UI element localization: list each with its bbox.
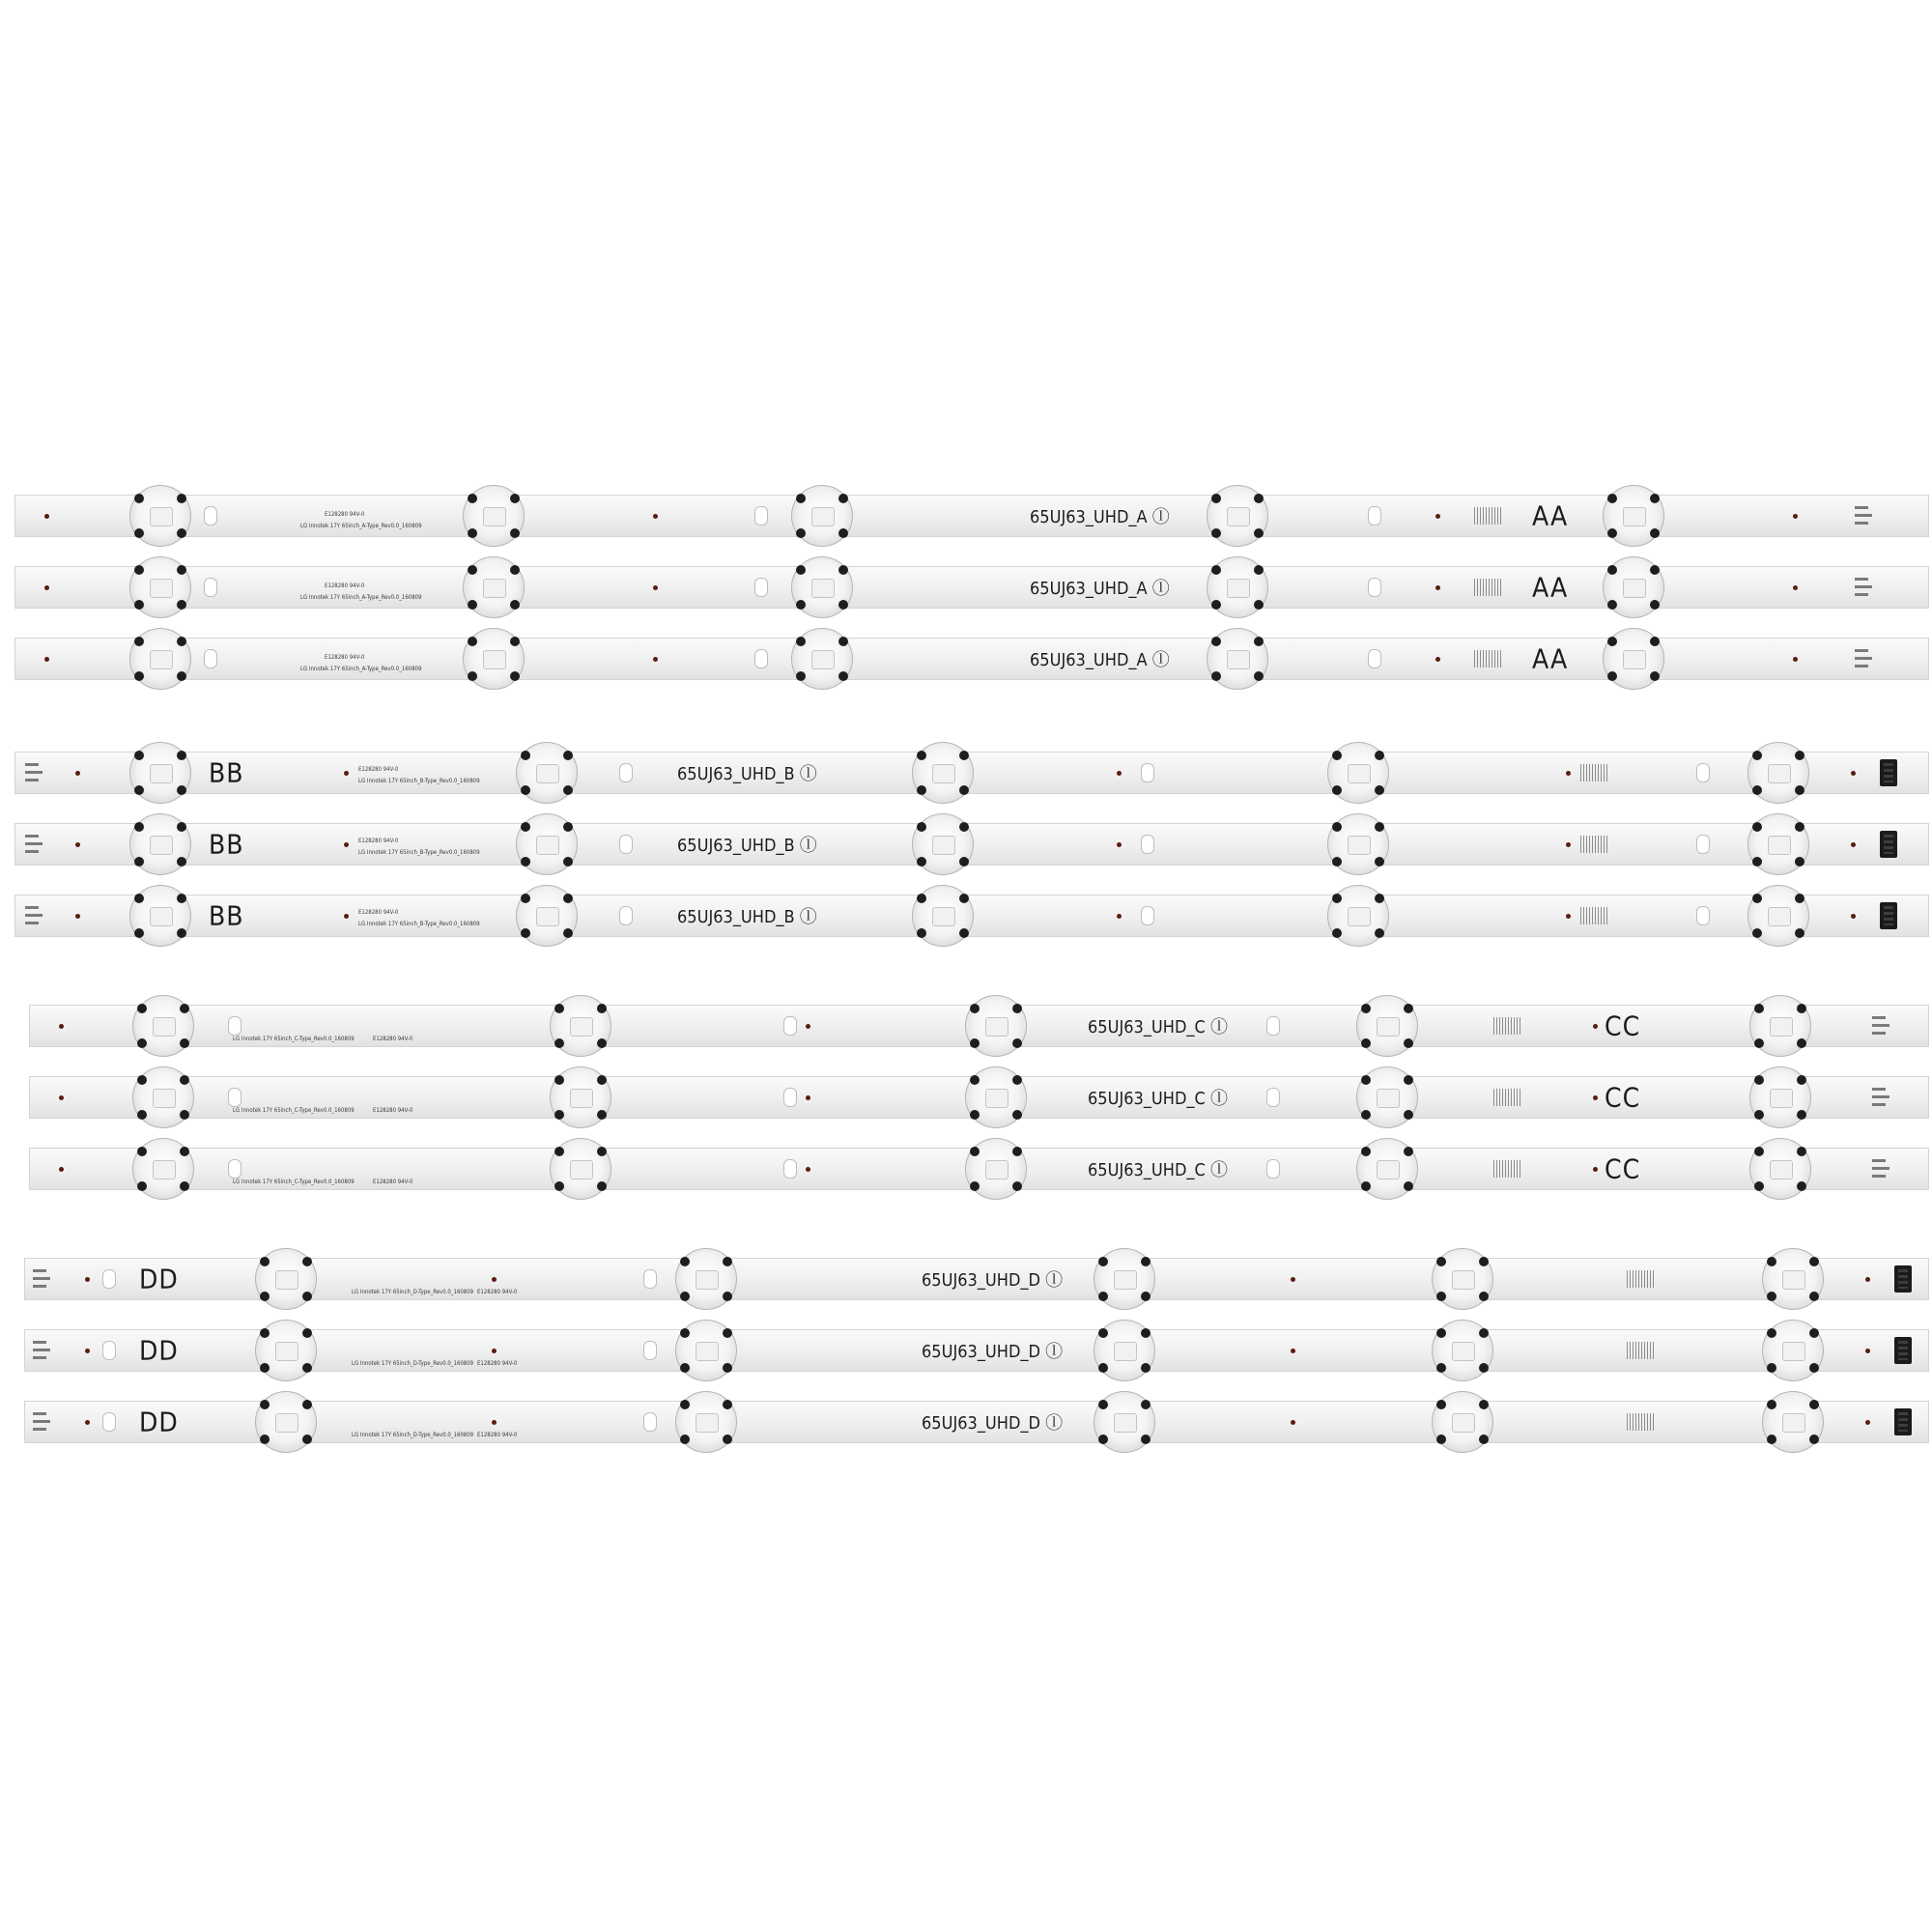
led-lens — [1749, 1138, 1811, 1200]
led-lens — [1762, 1248, 1824, 1310]
solder-dot — [1291, 1349, 1295, 1353]
solder-dot — [44, 657, 49, 662]
model-label: 65UJ63_UHD_C ⓛ — [1088, 1089, 1228, 1109]
led-lens — [463, 556, 525, 618]
solder-dot — [1566, 842, 1571, 847]
solder-dot — [85, 1349, 90, 1353]
cert-marking — [1627, 1342, 1654, 1359]
wire-connector — [1880, 902, 1897, 929]
model-label: 65UJ63_UHD_B ⓛ — [677, 836, 817, 856]
cert-marking — [1493, 1017, 1520, 1035]
model-label: 65UJ63_UHD_C ⓛ — [1088, 1017, 1228, 1037]
mount-hole — [1696, 835, 1710, 854]
led-lens — [132, 995, 194, 1057]
solder-connector — [23, 761, 44, 784]
led-lens — [1603, 628, 1664, 690]
solder-dot — [1793, 657, 1798, 662]
solder-connector — [1870, 1086, 1891, 1109]
led-lens — [132, 1066, 194, 1128]
led-lens — [132, 1138, 194, 1200]
solder-dot — [1865, 1420, 1870, 1425]
ul-text: E128280 94V-0 — [477, 1289, 518, 1295]
solder-dot — [1793, 514, 1798, 519]
mount-hole — [754, 649, 768, 668]
led-strip-a-3 — [14, 638, 1929, 680]
led-lens — [1094, 1248, 1155, 1310]
solder-dot — [75, 842, 80, 847]
solder-dot — [653, 585, 658, 590]
pair-label: AA — [1532, 499, 1569, 532]
mount-hole — [1141, 835, 1154, 854]
led-lens — [912, 742, 974, 804]
solder-dot — [59, 1167, 64, 1172]
cert-marking — [1580, 836, 1607, 853]
led-strip-b-2 — [14, 823, 1929, 866]
mount-hole — [1266, 1088, 1280, 1107]
solder-dot — [1593, 1024, 1598, 1029]
led-lens — [1747, 742, 1809, 804]
led-lens — [1356, 1138, 1418, 1200]
cert-marking — [1474, 650, 1501, 668]
solder-dot — [492, 1349, 497, 1353]
solder-dot — [75, 771, 80, 776]
ul-text: E128280 94V-0 — [358, 766, 399, 773]
led-strip-d-2 — [24, 1329, 1929, 1372]
solder-dot — [1593, 1095, 1598, 1100]
spec-text: LG Innotek 17Y 65inch_D-Type_Rev0.0_160809 — [352, 1289, 474, 1295]
mount-hole — [1141, 906, 1154, 925]
led-lens — [791, 628, 853, 690]
ul-text: E128280 94V-0 — [477, 1360, 518, 1367]
mount-hole — [102, 1269, 116, 1289]
pair-label: CC — [1605, 1152, 1641, 1185]
led-strip-d-3 — [24, 1401, 1929, 1443]
mount-hole — [1696, 763, 1710, 782]
solder-dot — [85, 1420, 90, 1425]
led-lens — [255, 1248, 317, 1310]
solder-dot — [1117, 914, 1122, 919]
solder-connector — [23, 904, 44, 927]
mount-hole — [204, 578, 217, 597]
solder-dot — [1435, 585, 1440, 590]
led-lens — [1327, 885, 1389, 947]
solder-connector — [31, 1267, 52, 1291]
solder-dot — [1435, 657, 1440, 662]
ul-text: E128280 94V-0 — [358, 838, 399, 844]
solder-dot — [1291, 1277, 1295, 1282]
solder-dot — [1851, 842, 1856, 847]
solder-dot — [1593, 1167, 1598, 1172]
mount-hole — [643, 1412, 657, 1432]
mount-hole — [228, 1159, 242, 1179]
mount-hole — [228, 1088, 242, 1107]
led-lens — [516, 742, 578, 804]
led-strip-b-3 — [14, 895, 1929, 937]
led-strip-a-2 — [14, 566, 1929, 609]
spec-text: LG Innotek 17Y 65inch_A-Type_Rev0.0_160809 — [300, 523, 422, 529]
solder-connector — [23, 833, 44, 856]
solder-dot — [653, 657, 658, 662]
solder-dot — [1793, 585, 1798, 590]
solder-connector — [31, 1339, 52, 1362]
pair-label: BB — [209, 756, 244, 789]
solder-dot — [1117, 771, 1122, 776]
led-lens — [1327, 813, 1389, 875]
solder-connector — [1870, 1014, 1891, 1037]
solder-dot — [1291, 1420, 1295, 1425]
led-lens — [912, 885, 974, 947]
led-lens — [550, 1066, 611, 1128]
cert-marking — [1493, 1160, 1520, 1178]
solder-dot — [59, 1024, 64, 1029]
led-lens — [965, 1138, 1027, 1200]
led-lens — [1749, 1066, 1811, 1128]
led-strip-b-1 — [14, 752, 1929, 794]
mount-hole — [1266, 1016, 1280, 1036]
spec-text: LG Innotek 17Y 65inch_B-Type_Rev0.0_160809 — [358, 849, 480, 856]
led-lens — [1432, 1248, 1493, 1310]
solder-connector — [1853, 647, 1874, 670]
spec-text: LG Innotek 17Y 65inch_C-Type_Rev0.0_160809 — [233, 1107, 355, 1114]
model-label: 65UJ63_UHD_A ⓛ — [1030, 579, 1170, 599]
solder-dot — [344, 842, 349, 847]
led-strip-c-3 — [29, 1148, 1929, 1190]
led-lens — [675, 1391, 737, 1453]
wire-connector — [1894, 1265, 1912, 1293]
spec-text: LG Innotek 17Y 65inch_D-Type_Rev0.0_160809 — [352, 1432, 474, 1438]
pair-label: BB — [209, 828, 244, 861]
mount-hole — [619, 763, 633, 782]
mount-hole — [204, 649, 217, 668]
wire-connector — [1894, 1337, 1912, 1364]
pair-label: DD — [139, 1406, 179, 1438]
solder-dot — [344, 914, 349, 919]
led-lens — [1094, 1320, 1155, 1381]
wire-connector — [1880, 759, 1897, 786]
solder-connector — [31, 1410, 52, 1434]
led-lens — [675, 1248, 737, 1310]
solder-dot — [344, 771, 349, 776]
led-lens — [912, 813, 974, 875]
led-lens — [675, 1320, 737, 1381]
pair-label: BB — [209, 899, 244, 932]
mount-hole — [643, 1341, 657, 1360]
model-label: 65UJ63_UHD_C ⓛ — [1088, 1160, 1228, 1180]
pair-label: AA — [1532, 571, 1569, 604]
cert-marking — [1474, 579, 1501, 596]
spec-text: LG Innotek 17Y 65inch_B-Type_Rev0.0_160809 — [358, 921, 480, 927]
led-lens — [1356, 1066, 1418, 1128]
led-lens — [1327, 742, 1389, 804]
solder-dot — [806, 1167, 810, 1172]
led-lens — [1432, 1391, 1493, 1453]
pair-label: DD — [139, 1334, 179, 1367]
model-label: 65UJ63_UHD_B ⓛ — [677, 764, 817, 784]
led-lens — [1747, 813, 1809, 875]
model-label: 65UJ63_UHD_A ⓛ — [1030, 650, 1170, 670]
led-lens — [255, 1320, 317, 1381]
led-strip-c-1 — [29, 1005, 1929, 1047]
solder-dot — [492, 1420, 497, 1425]
mount-hole — [228, 1016, 242, 1036]
cert-marking — [1627, 1270, 1654, 1288]
spec-text: LG Innotek 17Y 65inch_B-Type_Rev0.0_160809 — [358, 778, 480, 784]
solder-dot — [1851, 914, 1856, 919]
mount-hole — [204, 506, 217, 526]
led-lens — [463, 628, 525, 690]
led-lens — [129, 556, 191, 618]
pair-label: CC — [1605, 1081, 1641, 1114]
mount-hole — [1368, 649, 1381, 668]
solder-dot — [44, 585, 49, 590]
pair-label: DD — [139, 1263, 179, 1295]
led-lens — [965, 995, 1027, 1057]
led-strip-c-2 — [29, 1076, 1929, 1119]
led-strip-a-1 — [14, 495, 1929, 537]
solder-dot — [806, 1024, 810, 1029]
mount-hole — [1266, 1159, 1280, 1179]
mount-hole — [783, 1159, 797, 1179]
led-lens — [516, 813, 578, 875]
solder-dot — [1566, 771, 1571, 776]
solder-dot — [59, 1095, 64, 1100]
led-lens — [791, 485, 853, 547]
led-lens — [129, 813, 191, 875]
spec-text: LG Innotek 17Y 65inch_C-Type_Rev0.0_160809 — [233, 1036, 355, 1042]
led-lens — [1603, 485, 1664, 547]
led-lens — [1603, 556, 1664, 618]
led-lens — [516, 885, 578, 947]
solder-connector — [1853, 576, 1874, 599]
led-lens — [129, 485, 191, 547]
ul-text: E128280 94V-0 — [477, 1432, 518, 1438]
wire-connector — [1880, 831, 1897, 858]
model-label: 65UJ63_UHD_D ⓛ — [922, 1270, 1064, 1291]
solder-dot — [1865, 1349, 1870, 1353]
cert-marking — [1474, 507, 1501, 525]
led-lens — [1762, 1391, 1824, 1453]
led-lens — [129, 628, 191, 690]
mount-hole — [1368, 506, 1381, 526]
ul-text: E128280 94V-0 — [373, 1179, 413, 1185]
led-lens — [1094, 1391, 1155, 1453]
solder-dot — [1851, 771, 1856, 776]
model-label: 65UJ63_UHD_D ⓛ — [922, 1413, 1064, 1434]
spec-text: LG Innotek 17Y 65inch_A-Type_Rev0.0_160809 — [300, 594, 422, 601]
pair-label: CC — [1605, 1009, 1641, 1042]
mount-hole — [783, 1088, 797, 1107]
solder-dot — [75, 914, 80, 919]
mount-hole — [1141, 763, 1154, 782]
mount-hole — [619, 906, 633, 925]
ul-text: E128280 94V-0 — [325, 654, 365, 661]
mount-hole — [102, 1412, 116, 1432]
mount-hole — [754, 506, 768, 526]
led-strip-d-1 — [24, 1258, 1929, 1300]
solder-connector — [1870, 1157, 1891, 1180]
wire-connector — [1894, 1408, 1912, 1435]
led-lens — [463, 485, 525, 547]
solder-dot — [1117, 842, 1122, 847]
spec-text: LG Innotek 17Y 65inch_D-Type_Rev0.0_160809 — [352, 1360, 474, 1367]
ul-text: E128280 94V-0 — [325, 511, 365, 518]
solder-dot — [653, 514, 658, 519]
solder-dot — [1435, 514, 1440, 519]
model-label: 65UJ63_UHD_A ⓛ — [1030, 507, 1170, 527]
cert-marking — [1627, 1413, 1654, 1431]
model-label: 65UJ63_UHD_B ⓛ — [677, 907, 817, 927]
led-lens — [1762, 1320, 1824, 1381]
spec-text: LG Innotek 17Y 65inch_A-Type_Rev0.0_160809 — [300, 666, 422, 672]
mount-hole — [754, 578, 768, 597]
led-lens — [1207, 628, 1268, 690]
led-lens — [1749, 995, 1811, 1057]
ul-text: E128280 94V-0 — [373, 1036, 413, 1042]
pair-label: AA — [1532, 642, 1569, 675]
mount-hole — [783, 1016, 797, 1036]
led-lens — [1207, 485, 1268, 547]
ul-text: E128280 94V-0 — [358, 909, 399, 916]
solder-dot — [492, 1277, 497, 1282]
led-lens — [1747, 885, 1809, 947]
cert-marking — [1580, 907, 1607, 924]
ul-text: E128280 94V-0 — [373, 1107, 413, 1114]
led-lens — [791, 556, 853, 618]
mount-hole — [643, 1269, 657, 1289]
solder-dot — [44, 514, 49, 519]
led-lens — [550, 1138, 611, 1200]
mount-hole — [619, 835, 633, 854]
led-lens — [1432, 1320, 1493, 1381]
mount-hole — [1368, 578, 1381, 597]
solder-dot — [1566, 914, 1571, 919]
solder-dot — [806, 1095, 810, 1100]
led-lens — [129, 742, 191, 804]
spec-text: LG Innotek 17Y 65inch_C-Type_Rev0.0_160809 — [233, 1179, 355, 1185]
led-lens — [1356, 995, 1418, 1057]
led-lens — [129, 885, 191, 947]
cert-marking — [1580, 764, 1607, 781]
mount-hole — [102, 1341, 116, 1360]
led-lens — [255, 1391, 317, 1453]
led-lens — [1207, 556, 1268, 618]
solder-dot — [1865, 1277, 1870, 1282]
led-lens — [965, 1066, 1027, 1128]
cert-marking — [1493, 1089, 1520, 1106]
model-label: 65UJ63_UHD_D ⓛ — [922, 1342, 1064, 1362]
ul-text: E128280 94V-0 — [325, 582, 365, 589]
solder-connector — [1853, 504, 1874, 527]
solder-dot — [85, 1277, 90, 1282]
mount-hole — [1696, 906, 1710, 925]
led-lens — [550, 995, 611, 1057]
